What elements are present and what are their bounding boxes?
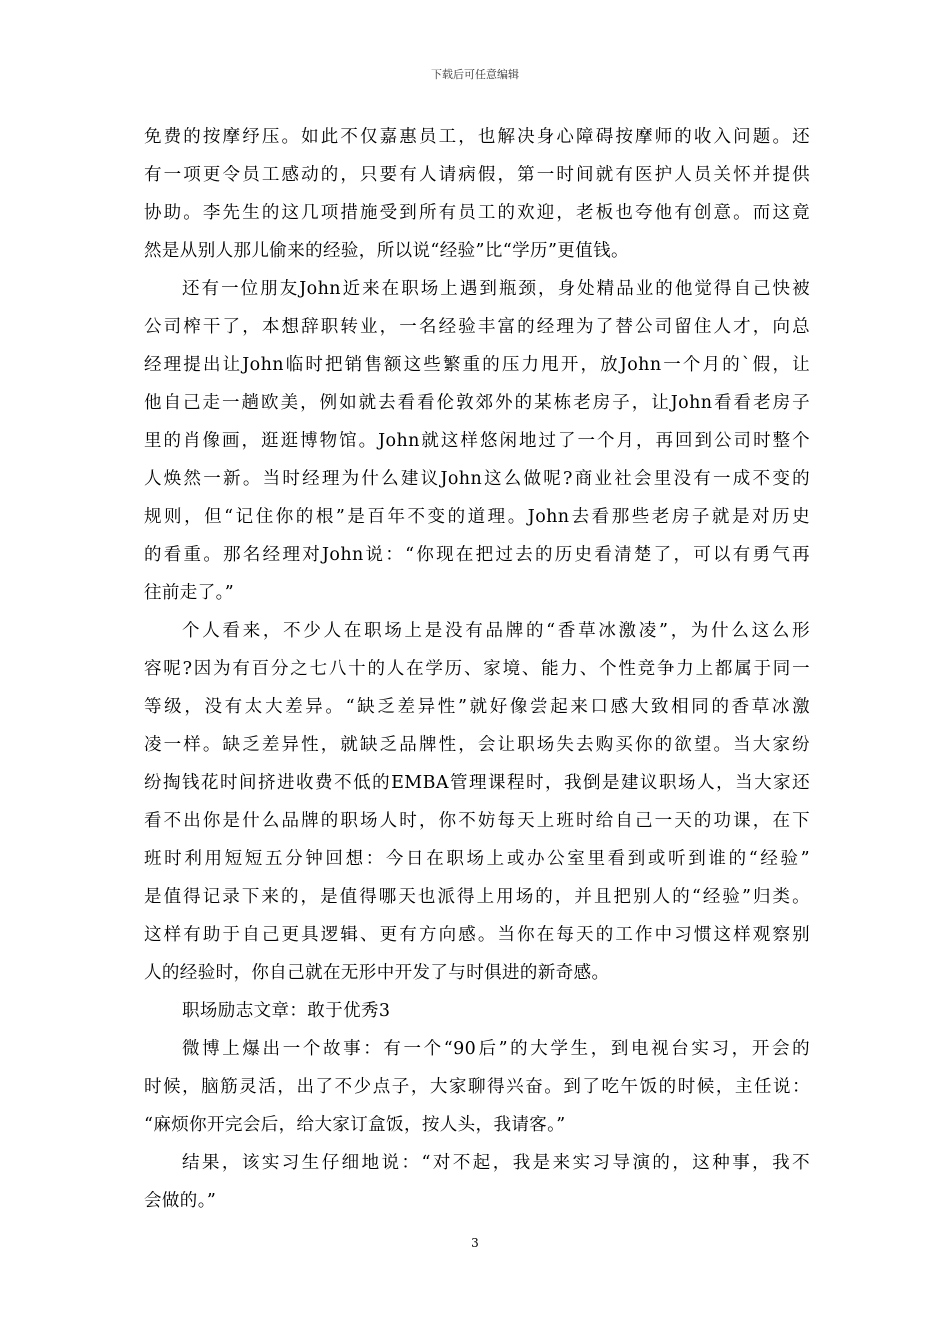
text-line: 结果，该实习生仔细地说：“对不起，我是来实习导演的，这种事，我不 xyxy=(182,1153,810,1173)
heading-line: 职场励志文章：敢于优秀3 xyxy=(182,1001,391,1021)
paragraph-3 xyxy=(144,612,810,992)
document-body xyxy=(144,118,810,1220)
text-line: 还有一位朋友John近来在职场上遇到瓶颈，身处精品业的他觉得自己快被 xyxy=(182,279,810,299)
text-line: 往前走了。” xyxy=(144,583,235,603)
text-line: 看不出你是什么品牌的职场人时，你不妨每天上班时给自己一天的功课，在下 xyxy=(144,811,810,831)
paragraph-5 xyxy=(144,1144,810,1220)
text-line: 个人看来，不少人在职场上是没有品牌的“香草冰激凌”，为什么这么形 xyxy=(182,621,810,641)
text-line: 容呢?因为有百分之七八十的人在学历、家境、能力、个性竞争力上都属于同一 xyxy=(144,659,810,679)
text-line: 凌一样。缺乏差异性，就缺乏品牌性，会让职场失去购买你的欲望。当大家纷 xyxy=(144,735,810,755)
text-line: 等级，没有太大差异。“缺乏差异性”就好像尝起来口感大致相同的香草冰激 xyxy=(144,697,810,717)
page-header: 下载后可任意编辑 xyxy=(431,68,519,81)
text-line: 协助。李先生的这几项措施受到所有员工的欢迎，老板也夸他有创意。而这竟 xyxy=(144,203,810,223)
text-line: 人的经验时，你自己就在无形中开发了与时俱进的新奇感。 xyxy=(144,963,610,983)
text-line: 然是从别人那儿偷来的经验，所以说“经验”比“学历”更值钱。 xyxy=(144,241,629,261)
page-number: 3 xyxy=(471,1236,479,1250)
paragraph-4 xyxy=(144,1030,810,1144)
text-line: 里的肖像画，逛逛博物馆。John就这样悠闲地过了一个月，再回到公司时整个 xyxy=(144,431,810,451)
text-line: 有一项更令员工感动的，只要有人请病假，第一时间就有医护人员关怀并提供 xyxy=(144,165,810,185)
text-line: 公司榨干了，本想辞职转业，一名经验丰富的经理为了替公司留住人才，向总 xyxy=(144,317,810,337)
text-line: 时候，脑筋灵活，出了不少点子，大家聊得兴奋。到了吃午饭的时候，主任说： xyxy=(144,1077,810,1097)
text-line: 纷掏钱花时间挤进收费不低的EMBA管理课程时，我倒是建议职场人，当大家还 xyxy=(144,773,810,793)
text-line: 是值得记录下来的，是值得哪天也派得上用场的，并且把别人的“经验”归类。 xyxy=(144,887,810,907)
text-line: 会做的。” xyxy=(144,1191,217,1211)
text-line: 的看重。那名经理对John说：“你现在把过去的历史看清楚了，可以有勇气再 xyxy=(144,545,810,565)
text-line: 人焕然一新。当时经理为什么建议John这么做呢?商业社会里没有一成不变的 xyxy=(144,469,810,489)
text-line: 他自己走一趟欧美，例如就去看看伦敦郊外的某栋老房子，让John看看老房子 xyxy=(144,393,810,413)
text-line: “麻烦你开完会后，给大家订盒饭，按人头，我请客。” xyxy=(144,1115,566,1135)
section-heading xyxy=(144,992,810,1030)
text-line: 免费的按摩纾压。如此不仅嘉惠员工，也解决身心障碍按摩师的收入问题。还 xyxy=(144,127,810,147)
paragraph-1 xyxy=(144,118,810,270)
text-line: 经理提出让John临时把销售额这些繁重的压力甩开，放John一个月的`假，让 xyxy=(144,355,810,375)
text-line: 班时利用短短五分钟回想：今日在职场上或办公室里看到或听到谁的“经验” xyxy=(144,849,810,869)
text-line: 微博上爆出一个故事：有一个“90后”的大学生，到电视台实习，开会的 xyxy=(182,1039,810,1059)
text-line: 这样有助于自己更具逻辑、更有方向感。当你在每天的工作中习惯这样观察别 xyxy=(144,925,810,945)
paragraph-2 xyxy=(144,270,810,612)
text-line: 规则，但“记住你的根”是百年不变的道理。John去看那些老房子就是对历史 xyxy=(144,507,810,527)
